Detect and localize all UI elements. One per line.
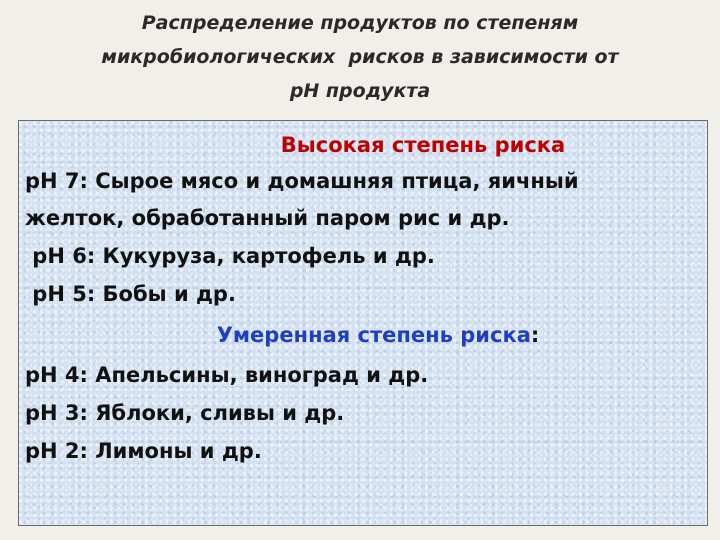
high-risk-heading: Высокая степень риска: [280, 133, 566, 157]
ph4-line: рН 4: Апельсины, виноград и др.: [25, 363, 429, 387]
ph7-line-1: рН 7: Сырое мясо и домашняя птица, яичный: [25, 169, 579, 193]
title-line-3: рН продукта: [289, 80, 431, 102]
title-line-2: микробиологических рисков в зависимости от: [101, 46, 619, 68]
moderate-risk-colon: :: [530, 323, 540, 347]
title-line-1: Распределение продуктов по степеням: [141, 12, 579, 34]
ph5-line: рН 5: Бобы и др.: [25, 282, 236, 306]
ph6-line: рН 6: Кукуруза, картофель и др.: [25, 244, 435, 268]
moderate-risk-label: Умеренная степень риска: [216, 323, 531, 347]
slide-title: [40, 6, 680, 108]
ph2-line: рН 2: Лимоны и др.: [25, 439, 262, 463]
ph3-line: рН 3: Яблоки, сливы и др.: [25, 401, 345, 425]
content-box: [18, 120, 708, 526]
ph7-line-2: желток, обработанный паром рис и др.: [25, 206, 510, 230]
moderate-risk-heading: [19, 317, 707, 353]
